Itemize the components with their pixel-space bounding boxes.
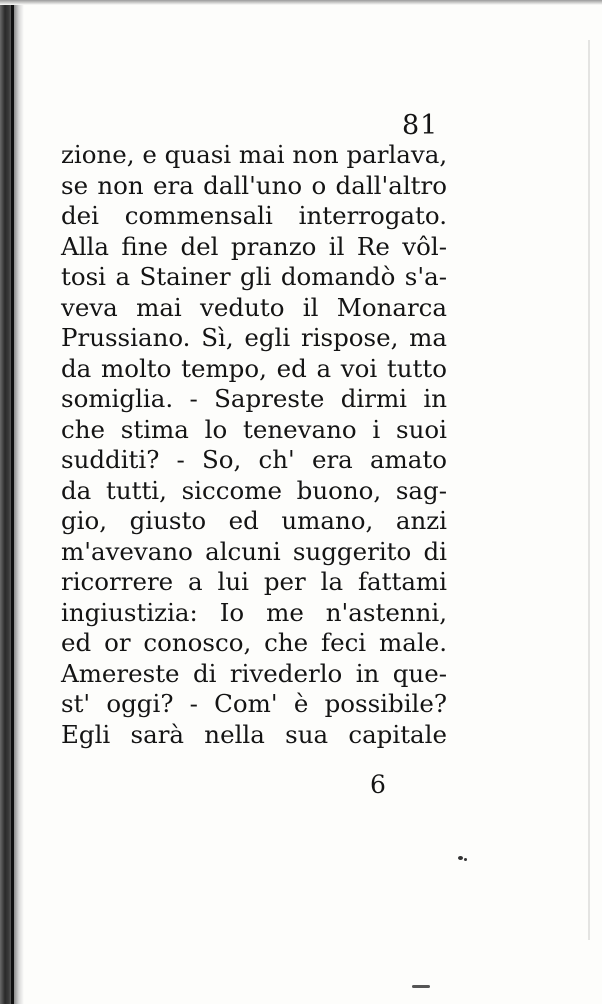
book-binding-edge	[11, 0, 14, 1004]
text-line: dei commensali interrogato.	[61, 201, 447, 230]
text-line: st' oggi? - Com' è possibile?	[61, 689, 447, 718]
text-line: gio, giusto ed umano, anzi	[61, 506, 447, 535]
text-line: da tutti, siccome buono, sag-	[61, 475, 447, 505]
text-line: somiglia. - Sapreste dirmi in	[61, 384, 447, 413]
text-line: veva mai veduto il Monarca	[61, 292, 447, 322]
text-line: se non era dall'uno o dall'altro	[61, 170, 447, 200]
ink-speck	[464, 858, 467, 861]
text-line: Amereste di rivederlo in que-	[61, 658, 447, 688]
page-number: 81	[402, 110, 439, 141]
text-line: ed or conosco, che feci male.	[61, 628, 447, 657]
text-line: che stima lo tenevano i suoi	[61, 414, 447, 444]
body-text	[61, 140, 447, 750]
text-line: ingiustizia: Io me n'astenni,	[61, 597, 447, 627]
signature-mark: 6	[370, 770, 386, 799]
text-line: da molto tempo, ed a voi tutto	[61, 353, 447, 383]
page-top-edge	[0, 0, 602, 5]
page-fold-shadow	[588, 40, 590, 940]
ink-smudge	[412, 985, 430, 988]
text-line: m'avevano alcuni suggerito di	[61, 536, 447, 566]
text-line: zione, e quasi mai non parlava,	[61, 140, 448, 169]
text-line: sudditi? - So, ch' era amato	[61, 445, 447, 474]
text-line: Prussiano. Sì, egli rispose, ma	[61, 323, 447, 352]
text-line: ricorrere a lui per la fattami	[61, 567, 447, 596]
text-line: Alla fine del pranzo il Re vôl-	[61, 231, 447, 261]
text-line: tosi a Stainer gli domandò s'a-	[61, 262, 447, 291]
ink-speck	[458, 856, 463, 860]
text-line: Egli sarà nella sua capitale	[61, 719, 447, 749]
